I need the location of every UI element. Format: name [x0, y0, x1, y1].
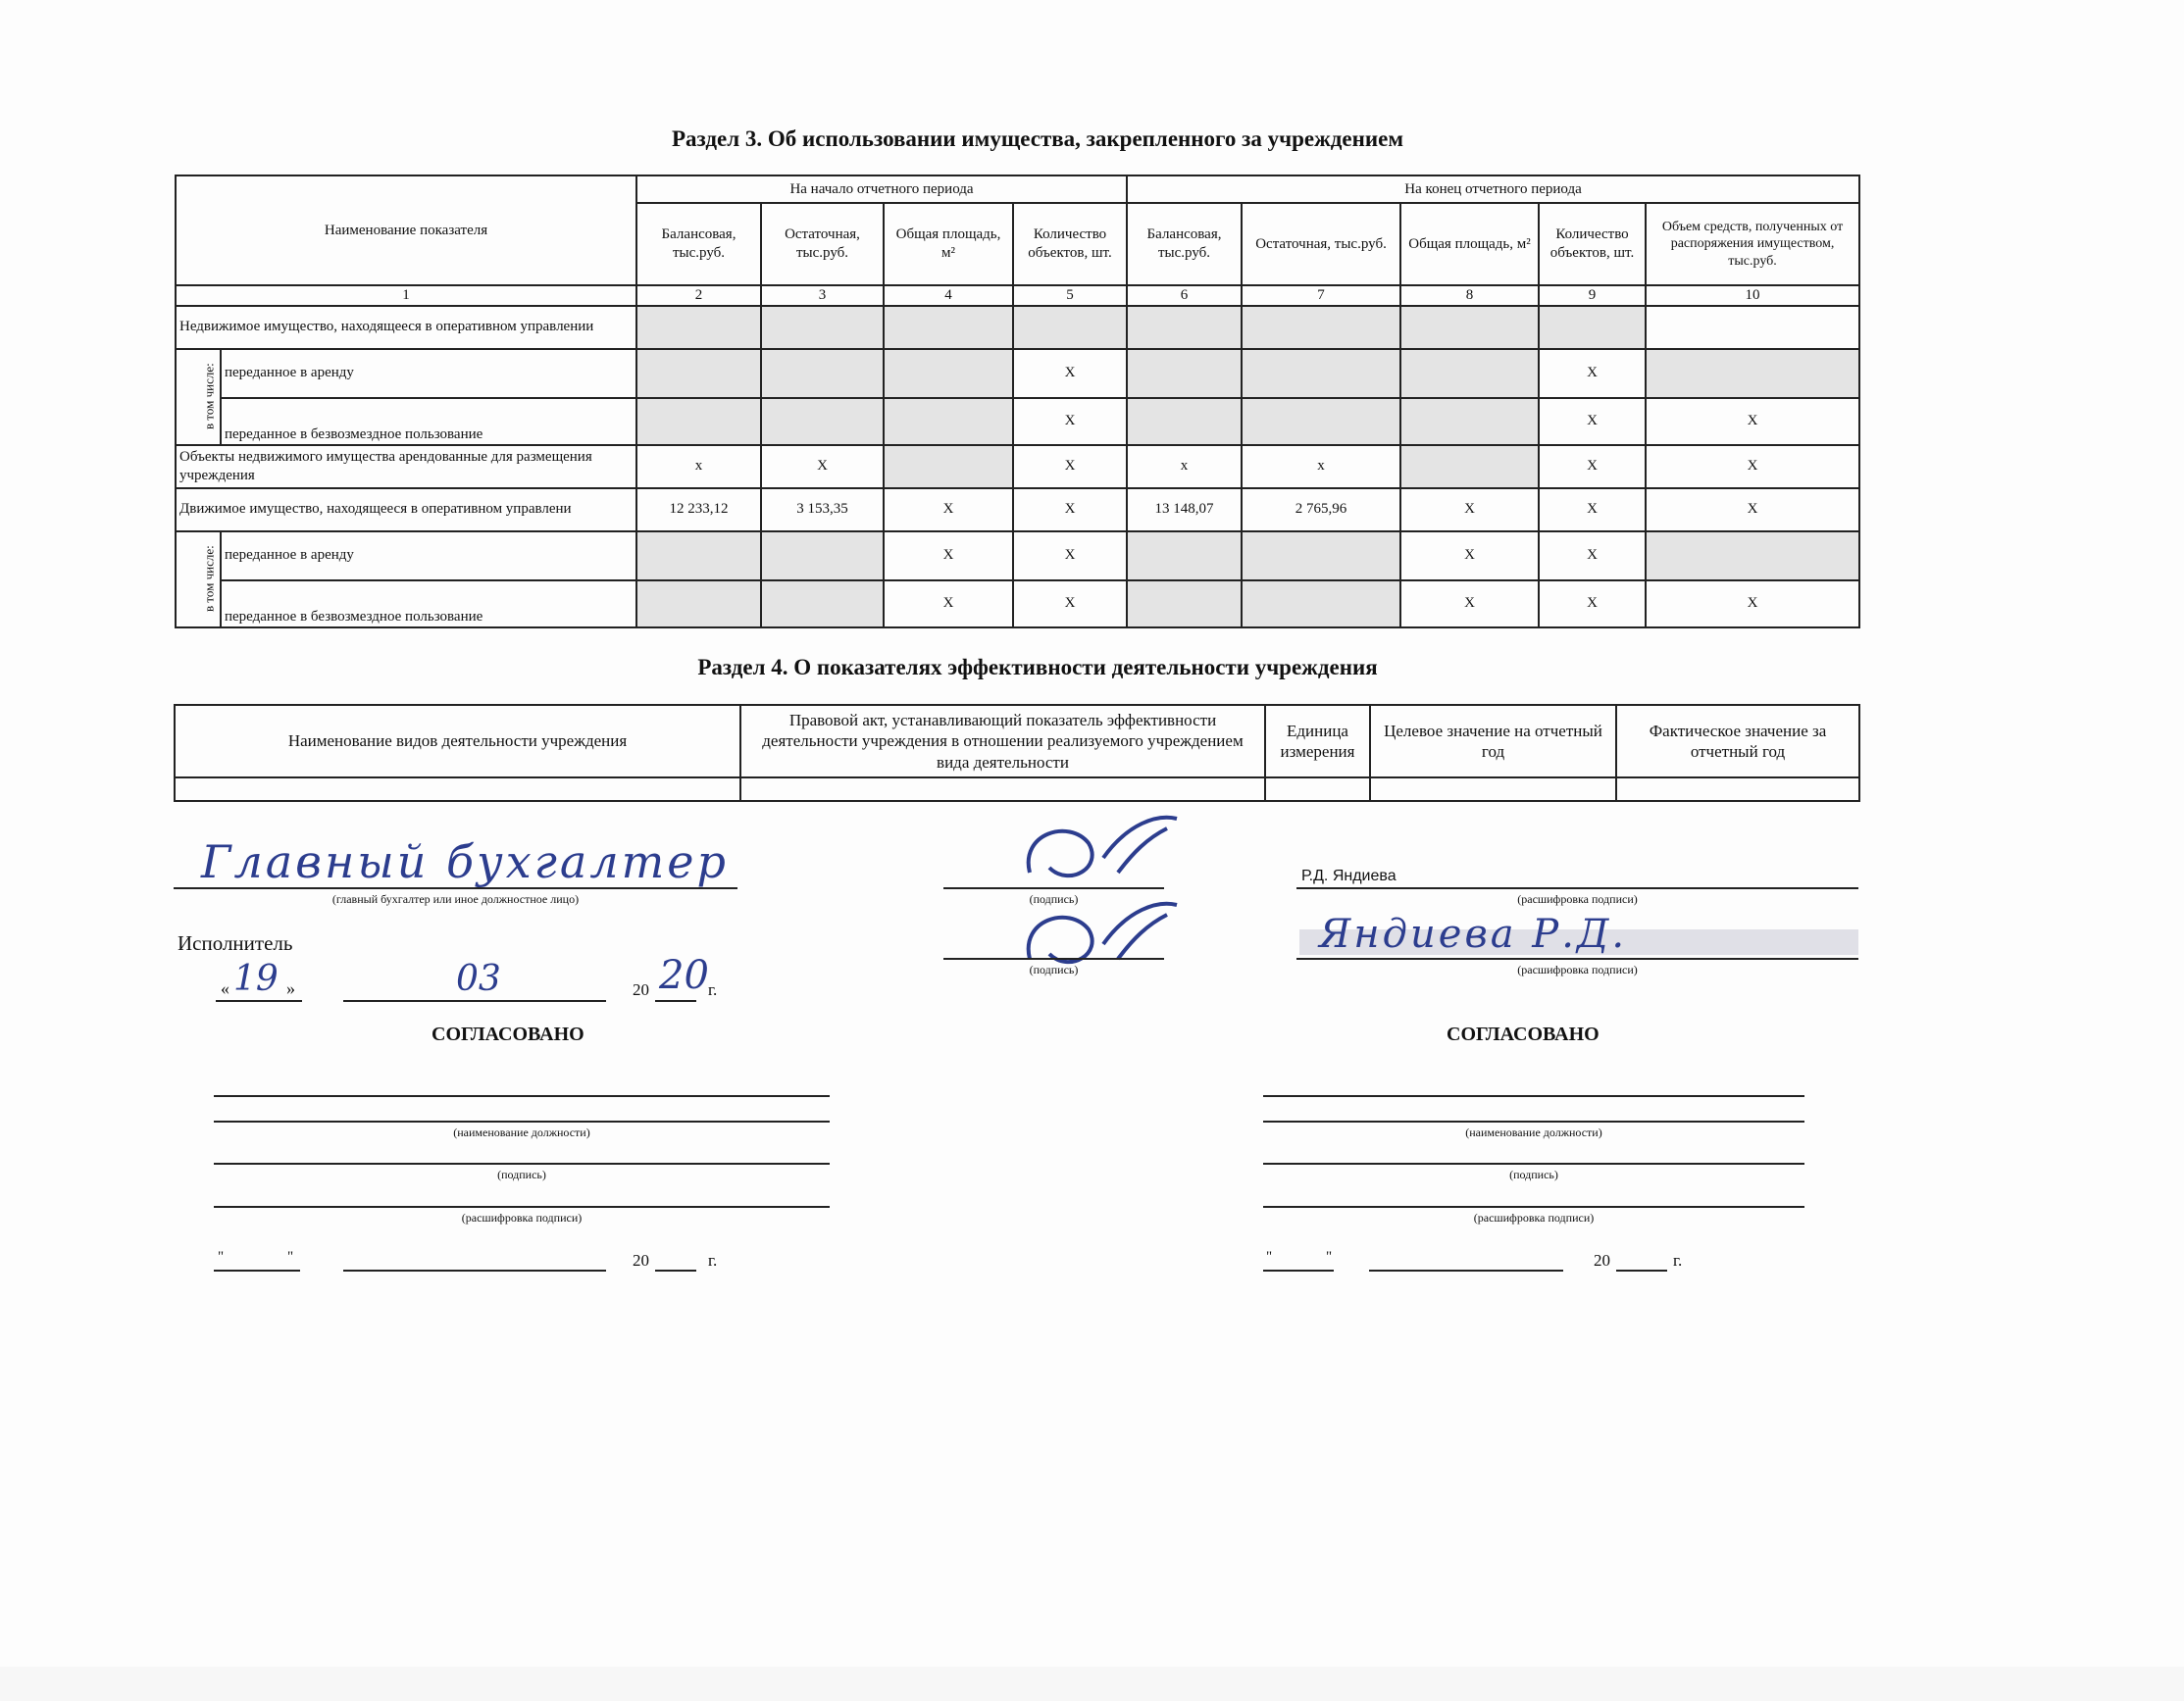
approval-left-line-4: [214, 1206, 830, 1208]
row-label: Движимое имущество, находящееся в оперативном управлени: [176, 488, 636, 531]
table-row: [176, 488, 1859, 531]
cell: [1127, 531, 1242, 580]
row-label: Недвижимое имущество, находящееся в оперативном управлении: [176, 306, 636, 349]
cell: [1400, 306, 1539, 349]
group-header-start: На начало отчетного периода: [636, 175, 1127, 203]
cell: X: [1013, 398, 1127, 445]
cell: [761, 398, 884, 445]
date-year-letter: г.: [708, 980, 718, 999]
cell: [1127, 306, 1242, 349]
cell: [1400, 349, 1539, 398]
col-number: 3: [761, 285, 884, 306]
col-number: 4: [884, 285, 1013, 306]
col-header: Общая площадь, м²: [884, 203, 1013, 285]
vertical-text: в том числе:: [201, 363, 217, 430]
cell: x: [1242, 445, 1400, 488]
date-month: 03: [456, 959, 501, 999]
cell: X: [1539, 580, 1646, 627]
col-number: 2: [636, 285, 761, 306]
cell: X: [1013, 445, 1127, 488]
cell: [761, 349, 884, 398]
signature-mark: [1010, 814, 1187, 892]
cell: [1646, 306, 1859, 349]
cell: [1400, 398, 1539, 445]
row-label: переданное в безвозмездное пользование: [221, 580, 636, 627]
date-day: 19: [233, 959, 279, 999]
cell: [1616, 777, 1859, 801]
approval-left-date-month-line: [343, 1270, 606, 1272]
cell: [1127, 580, 1242, 627]
approval-left-signature-caption: (подпись): [497, 1168, 546, 1181]
cell: [1127, 349, 1242, 398]
cell: X: [1400, 531, 1539, 580]
approval-right-year-letter: г.: [1673, 1251, 1683, 1270]
cell: X: [1539, 531, 1646, 580]
approval-right-date-open: ": [1266, 1249, 1273, 1265]
cell: [1242, 306, 1400, 349]
col-number: 1: [176, 285, 636, 306]
approval-left-date-close: ": [287, 1249, 294, 1265]
cell: [1646, 349, 1859, 398]
col-number: 7: [1242, 285, 1400, 306]
row-label: переданное в аренду: [221, 349, 636, 398]
approval-right-date-close: ": [1326, 1249, 1333, 1265]
cell: X: [1539, 445, 1646, 488]
approval-left-date-open: ": [218, 1249, 225, 1265]
section4-title: Раздел 4. О показателях эффективности деятельности учреждения: [697, 655, 1378, 679]
cell: X: [1646, 398, 1859, 445]
date-year-suffix: 20: [659, 953, 709, 998]
approval-left-line-3: [214, 1163, 830, 1165]
cell: [884, 306, 1013, 349]
approval-right-line-3: [1263, 1163, 1804, 1165]
approval-left-line-1: [214, 1095, 830, 1097]
cell: X: [1400, 580, 1539, 627]
approval-title-left: СОГЛАСОВАНО: [432, 1024, 584, 1045]
approval-right-line-2: [1263, 1121, 1804, 1123]
approval-right-position-caption: (наименование должности): [1465, 1126, 1602, 1139]
date-month-line: [343, 1000, 606, 1002]
decode-line: [1296, 887, 1858, 889]
table-row: [176, 398, 1859, 445]
cell: 13 148,07: [1127, 488, 1242, 531]
in-that-number-label: [176, 531, 221, 627]
cell: X: [1646, 580, 1859, 627]
row-label: Объекты недвижимого имущества арендованные для размещения учреждения: [176, 445, 636, 488]
decode-caption: (расшифровка подписи): [1517, 892, 1638, 906]
cell: x: [636, 445, 761, 488]
col-number: 10: [1646, 285, 1859, 306]
col-header: Целевое значение на отчетный год: [1370, 705, 1616, 777]
cell: X: [1539, 488, 1646, 531]
cell: [761, 306, 884, 349]
cell: [1265, 777, 1370, 801]
executor-signature-caption: (подпись): [1029, 963, 1079, 976]
col-number: 9: [1539, 285, 1646, 306]
approval-right-signature-caption: (подпись): [1509, 1168, 1558, 1181]
executor-label: Исполнитель: [178, 931, 293, 955]
cell: [1242, 398, 1400, 445]
cell: X: [1013, 349, 1127, 398]
approval-left-year-line: [655, 1270, 696, 1272]
approval-right-date-day-line: [1263, 1270, 1334, 1272]
approval-left-decode-caption: (расшифровка подписи): [461, 1211, 583, 1225]
date-year-prefix: 20: [633, 980, 649, 999]
approval-title-right: СОГЛАСОВАНО: [1447, 1024, 1600, 1045]
cell: [884, 398, 1013, 445]
cell: [636, 306, 761, 349]
cell: X: [1013, 488, 1127, 531]
cell: X: [761, 445, 884, 488]
cell: [1370, 777, 1616, 801]
cell: 3 153,35: [761, 488, 884, 531]
cell: X: [884, 488, 1013, 531]
approval-left-year-prefix: 20: [633, 1251, 649, 1270]
table-row: [176, 349, 1859, 398]
cell: [761, 580, 884, 627]
cell: [636, 349, 761, 398]
approval-left-line-2: [214, 1121, 830, 1123]
table-row: [175, 777, 1859, 801]
col-header: Фактическое значение за отчетный год: [1616, 705, 1859, 777]
cell: [740, 777, 1265, 801]
approval-right-decode-caption: (расшифровка подписи): [1473, 1211, 1595, 1225]
cell: [1013, 306, 1127, 349]
row-label: переданное в аренду: [221, 531, 636, 580]
position-line: [174, 887, 737, 889]
cell: [1127, 398, 1242, 445]
cell: [884, 349, 1013, 398]
col-header: Балансовая, тыс.руб.: [1127, 203, 1242, 285]
col-header: Наименование видов деятельности учреждения: [175, 705, 740, 777]
approval-right-date-month-line: [1369, 1270, 1563, 1272]
col-header: Общая площадь, м²: [1400, 203, 1539, 285]
cell: X: [1013, 531, 1127, 580]
executor-decode-line: [1296, 958, 1858, 960]
approval-right-year-prefix: 20: [1594, 1251, 1610, 1270]
table-row: [176, 306, 1859, 349]
cell: [636, 580, 761, 627]
cell: [1539, 306, 1646, 349]
signature-stroke: [1029, 904, 1177, 962]
table-row: [176, 445, 1859, 488]
approval-left-date-day-line: [214, 1270, 300, 1272]
col-header: Количество объектов, шт.: [1013, 203, 1127, 285]
col-number: 5: [1013, 285, 1127, 306]
col-number: 6: [1127, 285, 1242, 306]
approval-right-line-4: [1263, 1206, 1804, 1208]
cell: [1646, 531, 1859, 580]
cell: [1242, 349, 1400, 398]
table-row: [176, 580, 1859, 627]
date-close-quote: »: [286, 978, 295, 998]
printed-name: Р.Д. Яндиева: [1301, 868, 1397, 884]
cell: [761, 531, 884, 580]
approval-left-position-caption: (наименование должности): [453, 1126, 590, 1139]
property-usage-table: [175, 175, 1860, 628]
cell: X: [1013, 580, 1127, 627]
handwritten-position: Главный бухгалтер: [201, 835, 729, 888]
col-number: 8: [1400, 285, 1539, 306]
cell: 2 765,96: [1242, 488, 1400, 531]
cell: x: [1127, 445, 1242, 488]
cell: [1242, 531, 1400, 580]
cell: 12 233,12: [636, 488, 761, 531]
date-year-line: [655, 1000, 696, 1002]
signature-line: [943, 887, 1164, 889]
cell: [1400, 445, 1539, 488]
cell: X: [884, 580, 1013, 627]
signature-caption: (подпись): [1029, 892, 1079, 906]
cell: X: [1539, 398, 1646, 445]
group-header-end: На конец отчетного периода: [1127, 175, 1859, 203]
table-row: [176, 531, 1859, 580]
col-header: Количество объектов, шт.: [1539, 203, 1646, 285]
date-day-line: [216, 1000, 302, 1002]
col-header: Правовой акт, устанавливающий показатель эффективности деятельности учреждения в отношении реализуемого учреждением вида деятельности: [740, 705, 1265, 777]
col-header: Объем средств, полученных от распоряжения имуществом, тыс.руб.: [1646, 203, 1859, 285]
col-header: Балансовая, тыс.руб.: [636, 203, 761, 285]
approval-right-year-line: [1616, 1270, 1667, 1272]
col-header: Единица измерения: [1265, 705, 1370, 777]
signature-stroke: [1029, 818, 1177, 876]
col-header: Остаточная, тыс.руб.: [1242, 203, 1400, 285]
handwritten-executor-name: Яндиева Р.Д.: [1319, 912, 1628, 957]
cell: [636, 531, 761, 580]
in-that-number-label: [176, 349, 221, 445]
row-label: переданное в безвозмездное пользование: [221, 398, 636, 445]
efficiency-table: [174, 704, 1860, 802]
cell: [1242, 580, 1400, 627]
date-open-quote: «: [221, 978, 229, 998]
vertical-text: в том числе:: [201, 545, 217, 613]
col-header: Остаточная, тыс.руб.: [761, 203, 884, 285]
approval-right-line-1: [1263, 1095, 1804, 1097]
col-header-name: Наименование показателя: [176, 175, 636, 285]
executor-signature-line: [943, 958, 1164, 960]
cell: X: [1646, 488, 1859, 531]
section3-title: Раздел 3. Об использовании имущества, закрепленного за учреждением: [671, 126, 1404, 151]
cell: [175, 777, 740, 801]
cell: X: [1646, 445, 1859, 488]
cell: [636, 398, 761, 445]
cell: X: [884, 531, 1013, 580]
cell: [884, 445, 1013, 488]
approval-left-year-letter: г.: [708, 1251, 718, 1270]
cell: X: [1400, 488, 1539, 531]
executor-decode-caption: (расшифровка подписи): [1517, 963, 1638, 976]
position-caption: (главный бухгалтер или иное должностное лицо): [331, 892, 580, 906]
cell: X: [1539, 349, 1646, 398]
